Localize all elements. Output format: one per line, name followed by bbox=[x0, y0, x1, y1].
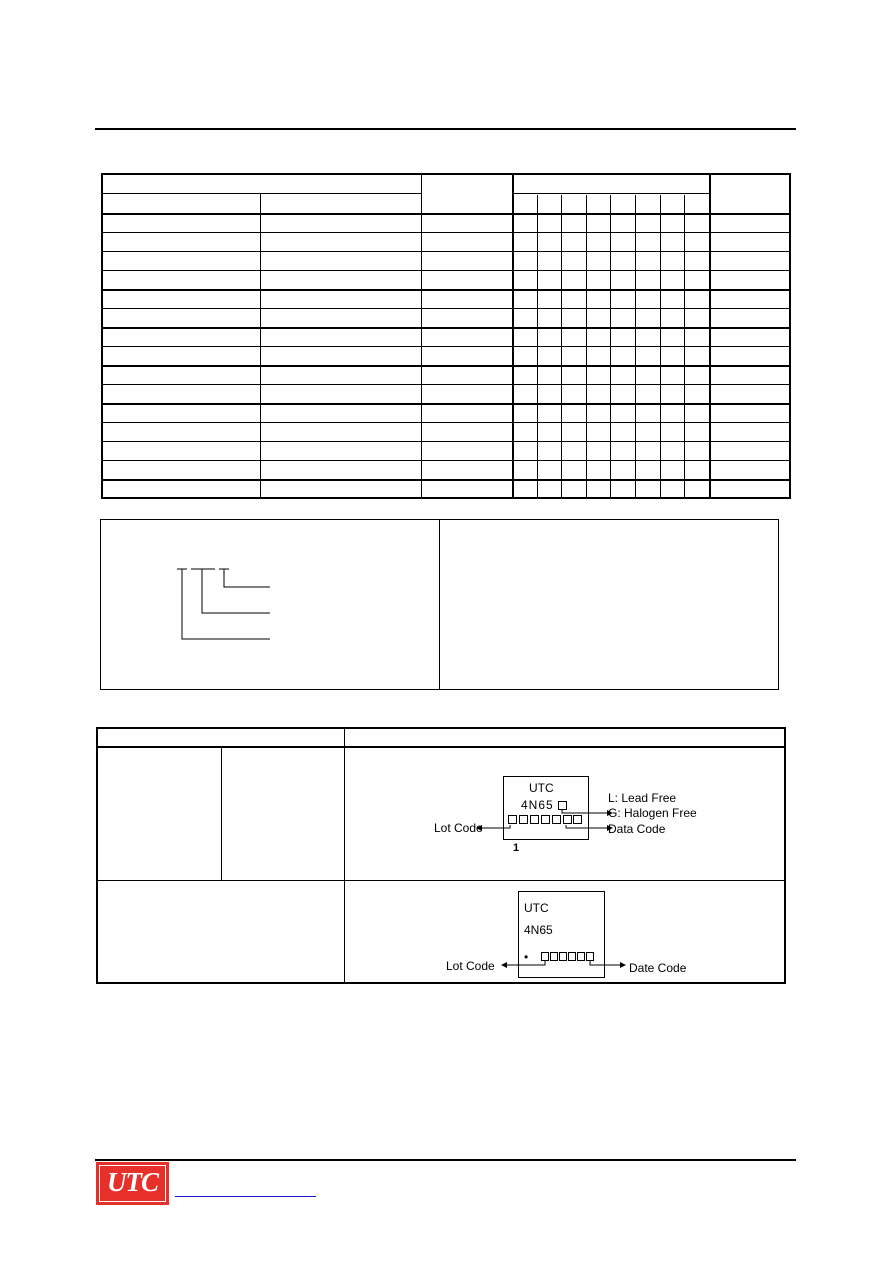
table-row-divider bbox=[103, 365, 789, 367]
naming-divider bbox=[439, 520, 440, 689]
table-row-divider bbox=[103, 251, 789, 252]
table-row-divider bbox=[512, 193, 710, 194]
chip-bottom-line2: 4N65 bbox=[524, 923, 553, 937]
table-row-divider bbox=[103, 441, 789, 442]
lead-free-legend: L: Lead Free bbox=[608, 791, 677, 805]
table-row-divider bbox=[103, 213, 789, 215]
website-link[interactable] bbox=[175, 1196, 316, 1197]
pin-one-label: 1 bbox=[513, 842, 520, 854]
table-col-divider bbox=[684, 195, 685, 499]
halogen-free-legend: G: Halogen Free bbox=[608, 806, 697, 820]
table-row-divider bbox=[103, 384, 789, 385]
lot-code-label-bottom: Lot Code bbox=[446, 959, 495, 973]
table-col-divider bbox=[660, 195, 661, 499]
chip-bottom-line1: UTC bbox=[524, 901, 549, 915]
table-col-divider bbox=[537, 195, 538, 499]
footer-rule bbox=[95, 1159, 796, 1161]
utc-logo bbox=[96, 1162, 169, 1205]
table-row-divider bbox=[103, 232, 789, 233]
table-col-divider bbox=[635, 195, 636, 499]
pin-one-dot: • bbox=[524, 950, 529, 964]
date-code-label-bottom: Date Code bbox=[629, 961, 687, 975]
header-rule bbox=[95, 128, 796, 130]
logo-text: UTC bbox=[107, 1167, 158, 1197]
chip-top-line1: UTC bbox=[529, 781, 554, 795]
table-row-divider bbox=[103, 308, 789, 309]
table-row-divider bbox=[103, 403, 789, 405]
bottom-marking-arrows bbox=[98, 729, 784, 986]
table-col-divider bbox=[421, 175, 422, 499]
table-row-divider bbox=[103, 193, 421, 194]
naming-bracket-diagram bbox=[171, 565, 291, 655]
table-col-divider bbox=[586, 195, 587, 499]
table-row-divider bbox=[103, 327, 789, 329]
table-row-divider bbox=[103, 270, 789, 271]
table-col-divider bbox=[709, 175, 711, 499]
table-row-divider bbox=[103, 460, 789, 461]
data-code-label-top: Data Code bbox=[608, 822, 666, 836]
lot-code-label-top: Lot Code bbox=[434, 821, 483, 835]
table-row-divider bbox=[103, 289, 789, 291]
marking-table bbox=[96, 727, 786, 984]
table-row-divider bbox=[103, 346, 789, 347]
table-col-divider bbox=[610, 195, 611, 499]
ordering-table bbox=[101, 173, 791, 499]
table-row-divider bbox=[103, 479, 789, 481]
table-row-divider bbox=[103, 422, 789, 423]
chip-top-line2: 4N65 bbox=[521, 798, 554, 812]
table-col-divider bbox=[512, 175, 514, 499]
table-col-divider bbox=[561, 195, 562, 499]
part-naming-box bbox=[100, 519, 779, 690]
